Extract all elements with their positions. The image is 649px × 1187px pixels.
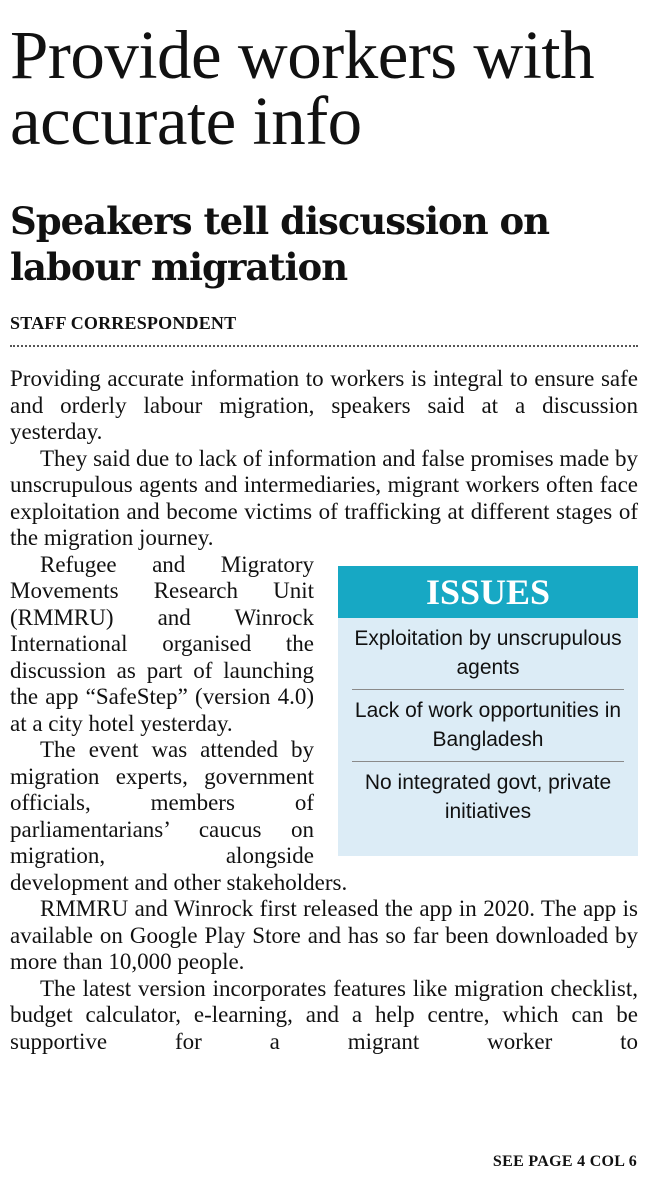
paragraph-1: Providing accurate information to workers is integral to ensure safe and orderly labour migration, speakers said at a discussion yesterday.: [10, 366, 638, 444]
issues-box-title: ISSUES: [338, 566, 638, 618]
byline: STAFF CORRESPONDENT: [10, 313, 237, 333]
paragraph-5: RMMRU and Winrock first released the app in 2020. The app is available on Google Play Store and has so far been downloaded by more than 10,000 people.: [10, 896, 638, 974]
paragraph-2: They said due to lack of information and false promises made by unscrupulous agents and intermediaries, migrant workers often face exploitation and become victims of trafficking at different stages of the migration journey.: [10, 445, 638, 550]
continuation-note: SEE PAGE 4 COL 6: [492, 1153, 637, 1170]
issue-item-2: Lack of work opportunities in Bangladesh: [352, 689, 624, 761]
paragraph-6: The latest version incorporates features like migration checklist, budget calculator, e-learning, and a help centre, which can be supportive for a migrant worker to: [10, 975, 638, 1054]
headline: Provide workers with accurate info: [10, 17, 595, 159]
subheadline: Speakers tell discussion on labour migration: [10, 199, 550, 289]
article-body: [10, 366, 638, 1055]
issue-item-3: No integrated govt, private initiatives: [352, 761, 624, 833]
issues-box: [338, 566, 638, 856]
paragraph-3: Refugee and Migratory Movements Research Unit (RMMRU) and Winrock International organised the discussion as part of launching the app “SafeStep” (version 4.0) at a city hotel yesterday.: [10, 551, 314, 736]
paragraph-4: The event was attended by migration experts, government officials, members of parliamentarians’ caucus on migration, alongside development and other stakeholders.: [10, 737, 348, 895]
issue-item-1: Exploitation by unscrupulous agents: [354, 626, 622, 679]
dotted-divider: [10, 345, 638, 347]
